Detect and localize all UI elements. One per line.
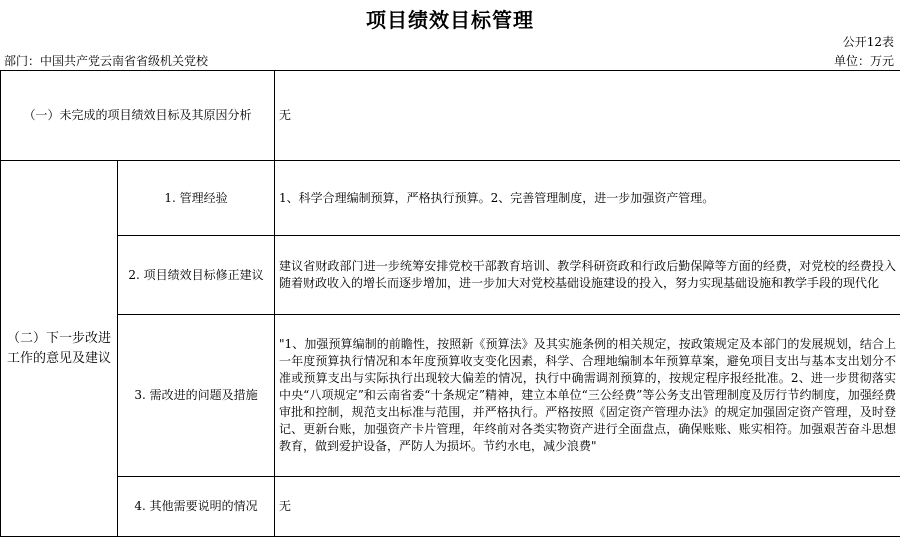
performance-table [0, 70, 900, 537]
row-label-unfinished: （一）未完成的项目绩效目标及其原因分析 [1, 71, 275, 161]
row-label-other: 4. 其他需要说明的情况 [118, 477, 275, 537]
page-title: 项目绩效目标管理 [0, 4, 900, 33]
row-value-issues: "1、加强预算编制的前瞻性，按照新《预算法》及其实施条例的相关规定，按政策规定及本部门的发展规划，结合上一年度预算执行情况和本年度预算收支变化因素，科学、合理地编制本年预算草案，避免项目支出与基本支出划分不准或预算支出与实际执行出现较大偏差的情况，执行中确需调剂预算的，按规定程序报经批准。2、进一步贯彻落实中央“八项规定”和云南省委“十条规定”精神，建立本单位“三公经费”等公务支出管理制度及厉行节约制度，加强经费审批和控制，规范支出标准与范围，并严格执行。严格按照《固定资产管理办法》的规定加强固定资产管理，及时登记、更新台账，加强资产卡片管理，年终前对各类实物资产进行全面盘点，确保账账、账实相符。加强艰苦奋斗思想教育，做到爱护设备，严防人为损坏。节约水电，减少浪费" [275, 315, 900, 477]
table-row [1, 236, 900, 315]
row-value-revision: 建议省财政部门进一步统筹安排党校干部教育培训、教学科研资政和行政后勤保障等方面的经费，对党校的经费投入随着财政收入的增长而逐步增加，进一步加大对党校基础设施建设的投入，努力实现基础设施和教学手段的现代化 [275, 236, 900, 315]
table-row [1, 477, 900, 537]
department-label: 部门：中国共产党云南省省级机关党校 [4, 52, 208, 69]
row-value-management: 1、科学合理编制预算，严格执行预算。2、完善管理制度，进一步加强资产管理。 [275, 161, 900, 236]
table-row [1, 315, 900, 477]
row-value-unfinished: 无 [275, 71, 900, 161]
row-value-other: 无 [275, 477, 900, 537]
table-row [1, 71, 900, 161]
unit-label: 单位：万元 [834, 52, 894, 69]
row-label-management: 1. 管理经验 [118, 161, 275, 236]
row-label-issues: 3. 需改进的问题及措施 [118, 315, 275, 477]
row-label-revision: 2. 项目绩效目标修正建议 [118, 236, 275, 315]
table-row [1, 161, 900, 236]
category-label-next-steps: （二）下一步改进工作的意见及建议 [1, 161, 118, 537]
table-number: 公开12表 [843, 33, 894, 50]
